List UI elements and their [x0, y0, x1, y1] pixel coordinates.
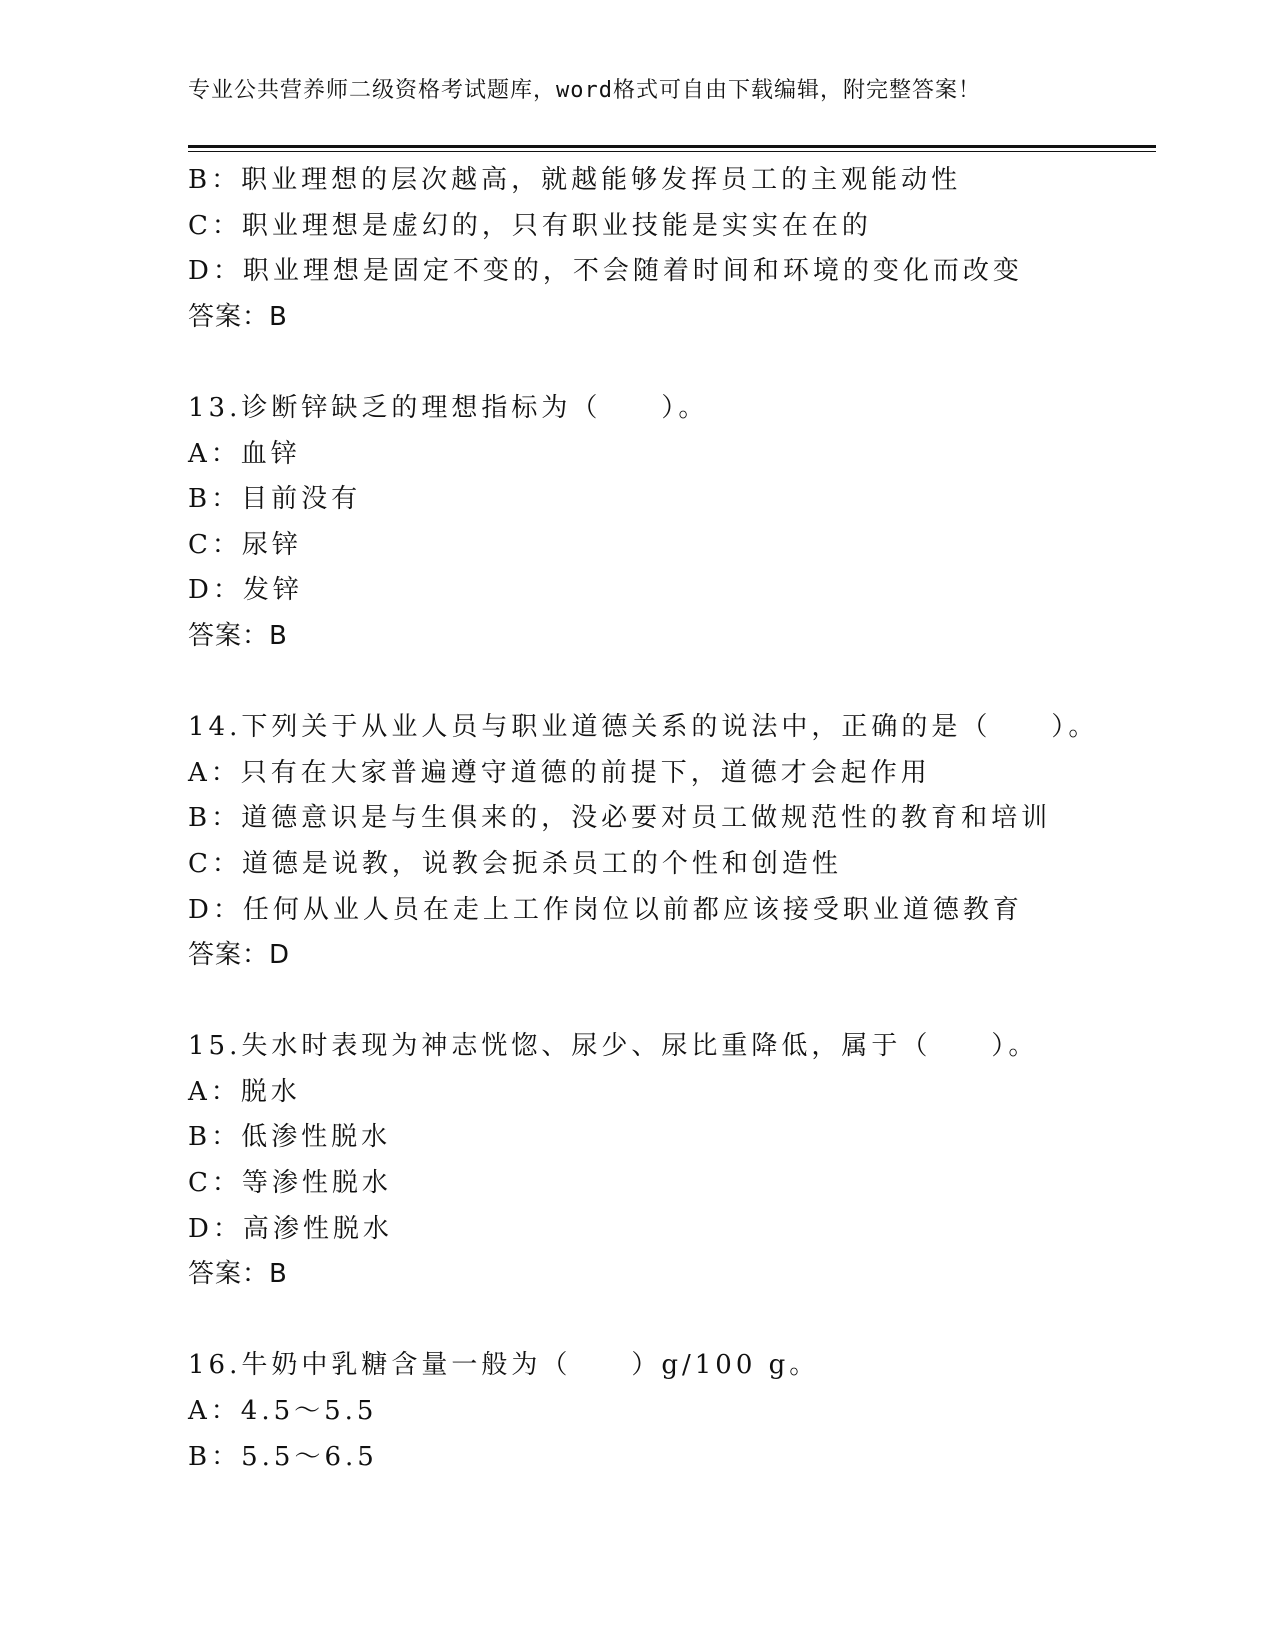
answer-line: 答案：D [188, 940, 291, 971]
page-header: 专业公共营养师二级资格考试题库，word格式可自由下载编辑，附完整答案！ [188, 78, 981, 103]
option-line: C：职业理想是虚幻的，只有职业技能是实实在在的 [188, 210, 872, 241]
option-line: A：4.5～5.5 [188, 1396, 378, 1427]
spacer [188, 340, 1156, 386]
question-line: 13.诊断锌缺乏的理想指标为（ ）。 [188, 392, 709, 423]
answer-line: 答案：B [188, 1259, 288, 1290]
option-line: B：职业理想的层次越高，就越能够发挥员工的主观能动性 [188, 165, 962, 195]
header-rule-thin [188, 151, 1156, 152]
option-line: B：道德意识是与生俱来的，没必要对员工做规范性的教育和培训 [188, 803, 1052, 834]
option-line: B：目前没有 [188, 484, 362, 515]
option-line: C：尿锌 [188, 529, 302, 560]
option-line: C：道德是说教，说教会扼杀员工的个性和创造性 [188, 848, 842, 879]
header-rule-thick [188, 145, 1156, 148]
spacer [188, 660, 1156, 706]
option-line: A：只有在大家普遍遵守道德的前提下，道德才会起作用 [188, 757, 931, 788]
option-line: C：等渗性脱水 [188, 1168, 392, 1199]
option-line: D：高渗性脱水 [188, 1213, 393, 1244]
question-line: 14.下列关于从业人员与职业道德关系的说法中，正确的是（ ）。 [188, 712, 1099, 743]
option-line: B：5.5～6.5 [188, 1441, 378, 1472]
option-line: A：血锌 [188, 438, 301, 469]
option-line: D：任何从业人员在走上工作岗位以前都应该接受职业道德教育 [188, 894, 1023, 925]
option-line: D：职业理想是固定不变的，不会随着时间和环境的变化而改变 [188, 256, 1023, 287]
answer-line: 答案：B [188, 301, 288, 332]
answer-line: 答案：B [188, 620, 288, 651]
spacer [188, 1298, 1156, 1344]
option-line: D：发锌 [188, 575, 303, 606]
option-line: A：脱水 [188, 1076, 301, 1107]
spacer [188, 979, 1156, 1025]
option-line: B：低渗性脱水 [188, 1122, 392, 1153]
question-line: 16.牛奶中乳糖含量一般为（ ）g/100 g。 [188, 1350, 820, 1381]
document-body [188, 158, 1156, 1480]
question-line: 15.失水时表现为神志恍惚、尿少、尿比重降低，属于（ ）。 [188, 1031, 1039, 1062]
